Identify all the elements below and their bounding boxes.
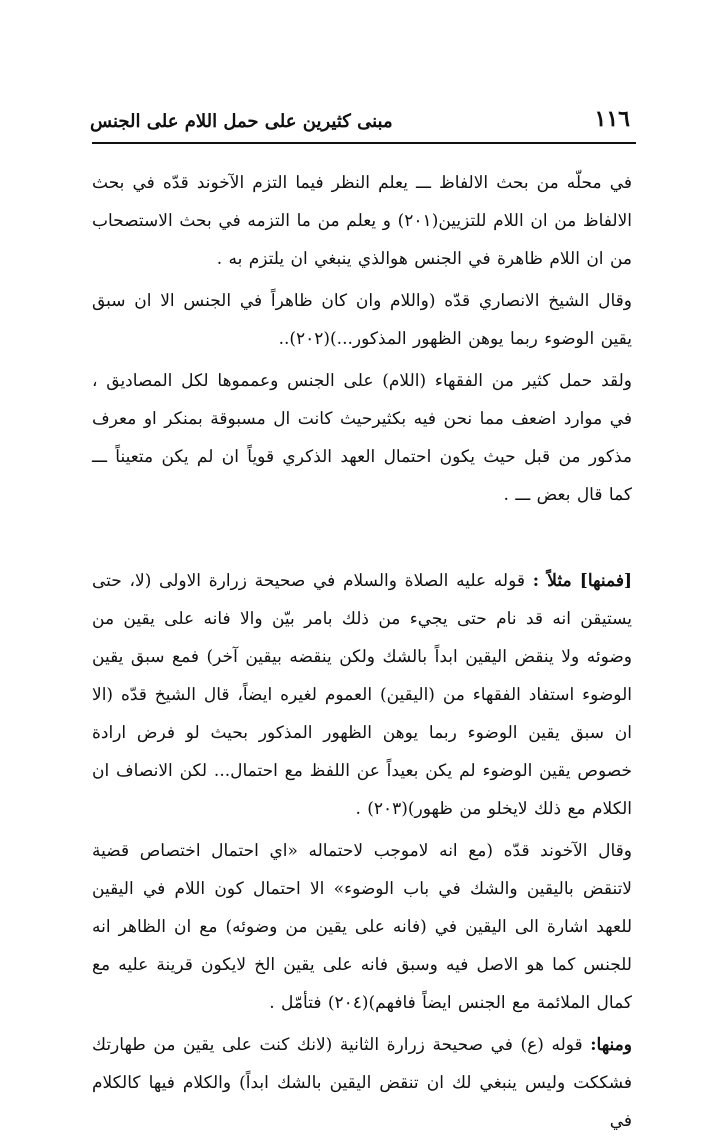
paragraph [92, 832, 632, 1022]
paragraph-text: في محلّه من بحث الالفاظ ـــ يعلم النظر فيما التزم الآخوند قدّه في بحث الالفاظ من ان اللام للتزيين(٢٠١) و يعلم من ما التزمه في بحث الاستصحاب من ان اللام ظاهرة في الجنس هوالذي ينبغي ان يلتزم به . [92, 173, 632, 269]
paragraph [92, 282, 632, 358]
paragraph-text: وقال الشيخ الانصاري قدّه (واللام وان كان ظاهراً في الجنس الا ان سبق يقين الوضوء ربما يوهن الظهور المذكور...)(٢٠٢).. [92, 291, 632, 349]
page-number: ١١٦ [594, 106, 630, 132]
paragraph [92, 164, 632, 278]
header-rule [92, 142, 636, 144]
paragraph [92, 362, 632, 514]
paragraph-text: ولقد حمل كثير من الفقهاء (اللام) على الجنس وعمموها لكل المصاديق ، في موارد اضعف مما نحن فيه بكثيرحيث كانت ال مسبوقة بمنكر او معرف مذكور من قبل حيث يكون احتمال العهد الذكري قوياً ان لم يكن متعيناً ـــ كما قال بعض ـــ . [92, 371, 632, 505]
page-header [90, 96, 630, 132]
section-gap [92, 514, 632, 562]
paragraph-text: وقال الآخوند قدّه (مع انه لاموجب لاحتماله «اي احتمال اختصاص قضية لاتنقض باليقين والشك في باب الوضوء» الا احتمال كون اللام في اليقين للعهد اشارة الى اليقين في (فانه على يقين من وضوئه) مع ان الظاهر انه للجنس كما هو الاصل فيه وسبق فانه على يقين الخ لايكون قرينة عليه مع كمال الملائمة مع الجنس ايضاً فافهم)(٢٠٤) فتأمّل . [92, 841, 632, 1013]
paragraph [92, 562, 632, 828]
paragraph-text: قوله (ع) في صحيحة زرارة الثانية (لانك كنت على يقين من طهارتك فشككت وليس ينبغي لك ان تنقض اليقين بالشك ابداً) والكلام فيها كالكلام في [92, 1035, 632, 1131]
body-text [92, 164, 632, 1140]
paragraph-lead: ومنها: [590, 1035, 632, 1055]
paragraph-lead: [فمنها] مثلاً : [532, 571, 632, 591]
paragraph-text: قوله عليه الصلاة والسلام في صحيحة زرارة الاولى (لا، حتى يستيقن انه قد نام حتى يجيء من ذلك بامر بيّن والا فانه على يقين من وضوئه ولا ينقض اليقين ابداً بالشك ولكن ينقضه بيقين آخر) فمع سبق يقين الوضوء استفاد الفقهاء من (اليقين) العموم لغيره ايضاً، قال الشيخ قدّه (الا ان سبق يقين الوضوء ربما يوهن الظهور المذكور بحيث لو فرض ارادة خصوص يقين الوضوء لم يكن بعيداً عن اللفظ مع احتمال... لكن الانصاف ان الكلام مع ذلك لايخلو من ظهور)(٢٠٣) . [92, 571, 632, 819]
running-title: مبنى كثيرين على حمل اللام على الجنس [90, 111, 393, 132]
paragraph [92, 1026, 632, 1140]
